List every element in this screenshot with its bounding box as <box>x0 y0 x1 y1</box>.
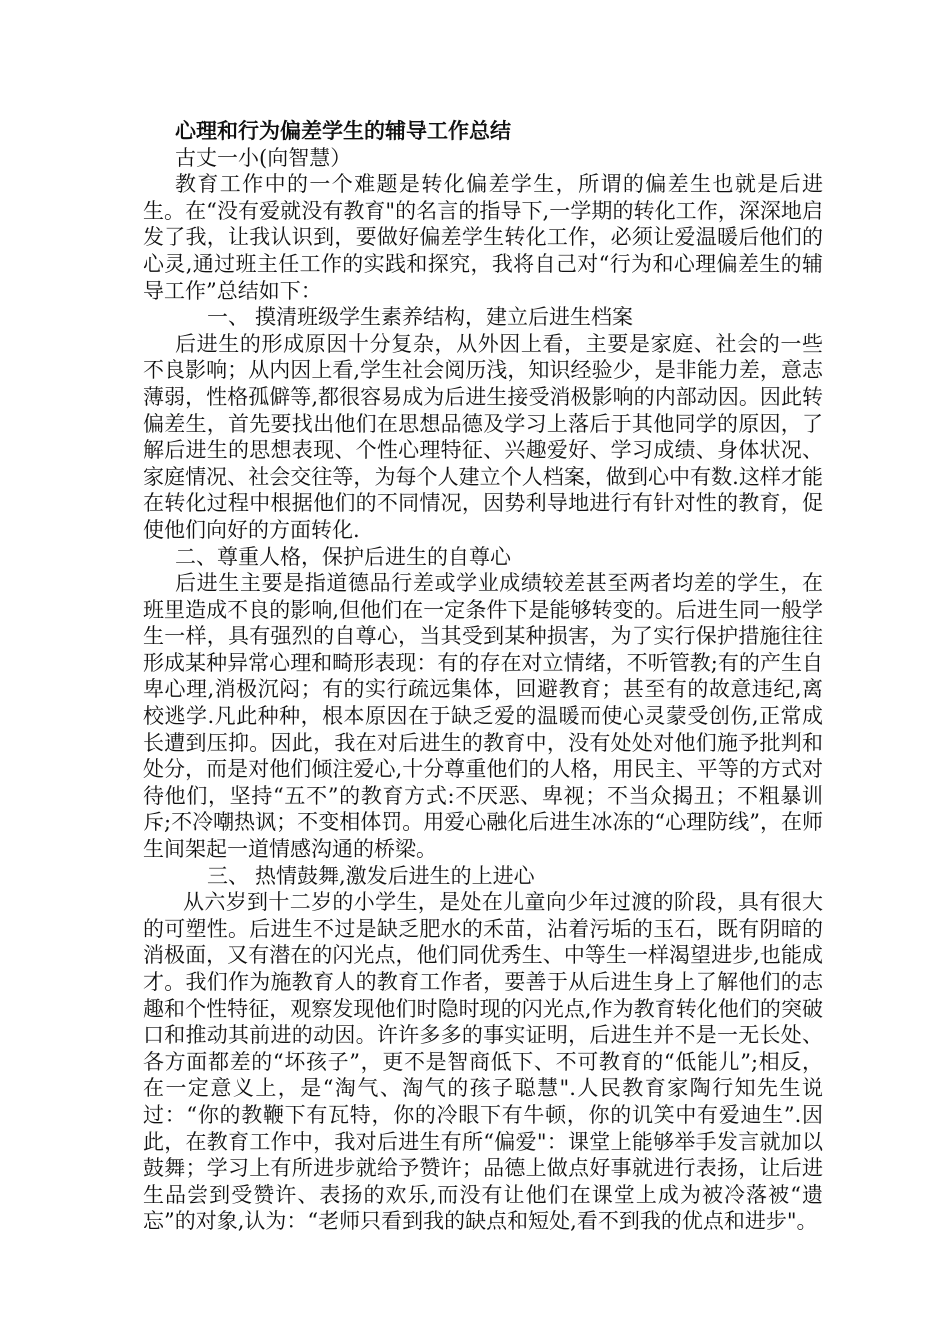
section-1-heading-text: 摸清班级学生素养结构，建立后进生档案 <box>255 305 633 330</box>
section-2-body: 后进生主要是指道德品行差或学业成绩较差甚至两者均差的学生，在班里造成不良的影响,但他们在一定条件下是能够转变的。后进生同一般学生一样，具有强烈的自尊心，当其受到某种损害，为了实行保护措施往往形成某种异常心理和畸形表现：有的存在对立情绪，不听管教;有的产生自卑心理,消极沉闷；有的实行疏远集体，回避教育；甚至有的故意违纪,离校逃学.凡此种种，根本原因在于缺乏爱的温暖而使心灵蒙受创伤,正常成长遭到压抑。因此，我在对后进生的教育中，没有处处对他们施予批判和处分，而是对他们倾注爱心,十分尊重他们的人格，用民主、平等的方式对待他们，坚持“五不”的教育方式:不厌恶、卑视；不当众揭丑；不粗暴训斥;不冷嘲热讽；不变相体罚。用爱心融化后进生冰冻的“心理防线”，在师生间架起一道情感沟通的桥梁。 <box>143 571 823 862</box>
intro-paragraph: 教育工作中的一个难题是转化偏差学生，所谓的偏差生也就是后进生。在“没有爱就没有教育"的名言的指导下,一学期的转化工作，深深地启发了我，让我认识到，要做好偏差学生转化工作，必须让爱温暖后他们的心灵,通过班主任工作的实践和探究，我将自己对“行为和心理偏差生的辅导工作”总结如下： <box>143 172 823 303</box>
section-1-body: 后进生的形成原因十分复杂，从外因上看，主要是家庭、社会的一些不良影响；从内因上看,学生社会阅历浅，知识经验少，是非能力差，意志薄弱，性格孤僻等,都很容易成为后进生接受消极影响的内部动因。因此转偏差生，首先要找出他们在思想品德及学习上落后于其他同学的原因，了解后进生的思想表现、个性心理特征、兴趣爱好、学习成绩、身体状况、家庭情况、社会交往等，为每个人建立个人档案，做到心中有数.这样才能在转化过程中根据他们的不同情况，因势利导地进行有针对性的教育，促使他们向好的方面转化. <box>143 331 823 542</box>
section-3-body: 从六岁到十二岁的小学生，是处在儿童向少年过渡的阶段，具有很大的可塑性。后进生不过是缺乏肥水的禾苗，沾着污垢的玉石，既有阴暗的消极面，又有潜在的闪光点，他们同优秀生、中等生一样渴望进步,也能成才。我们作为施教育人的教育工作者，要善于从后进生身上了解他们的志趣和个性特征，观察发现他们时隐时现的闪光点,作为教育转化他们的突破口和推动其前进的动因。许许多多的事实证明，后进生并不是一无长处、各方面都差的“坏孩子”，更不是智商低下、不可教育的“低能儿”;相反，在一定意义上，是“淘气、淘气的孩子聪慧".人民教育家陶行知先生说过：“你的教鞭下有瓦特，你的冷眼下有牛顿，你的讥笑中有爱迪生”.因此，在教育工作中，我对后进生有所“偏爱"：课堂上能够举手发言就加以鼓舞；学习上有所进步就给予赞许；品德上做点好事就进行表扬，让后进生品尝到受赞许、表扬的欢乐,而没有让他们在课堂上成为被冷落被“遗忘”的对象,认为：“老师只看到我的缺点和短处,看不到我的优点和进步"。 <box>143 890 823 1234</box>
section-1-heading <box>143 304 823 331</box>
document-page <box>143 118 823 1235</box>
section-1-number: 一、 <box>207 305 249 330</box>
section-2-heading <box>143 544 823 571</box>
section-3-number: 三、 <box>207 863 249 888</box>
section-3-heading <box>143 863 823 890</box>
document-author: 古丈一小(向智慧） <box>175 145 352 170</box>
document-title: 心理和行为偏差学生的辅导工作总结 <box>175 118 511 143</box>
section-3-heading-text: 热情鼓舞,激发后进生的上进心 <box>255 863 535 888</box>
section-2-heading-text: 二、尊重人格，保护后进生的自尊心 <box>175 544 511 569</box>
